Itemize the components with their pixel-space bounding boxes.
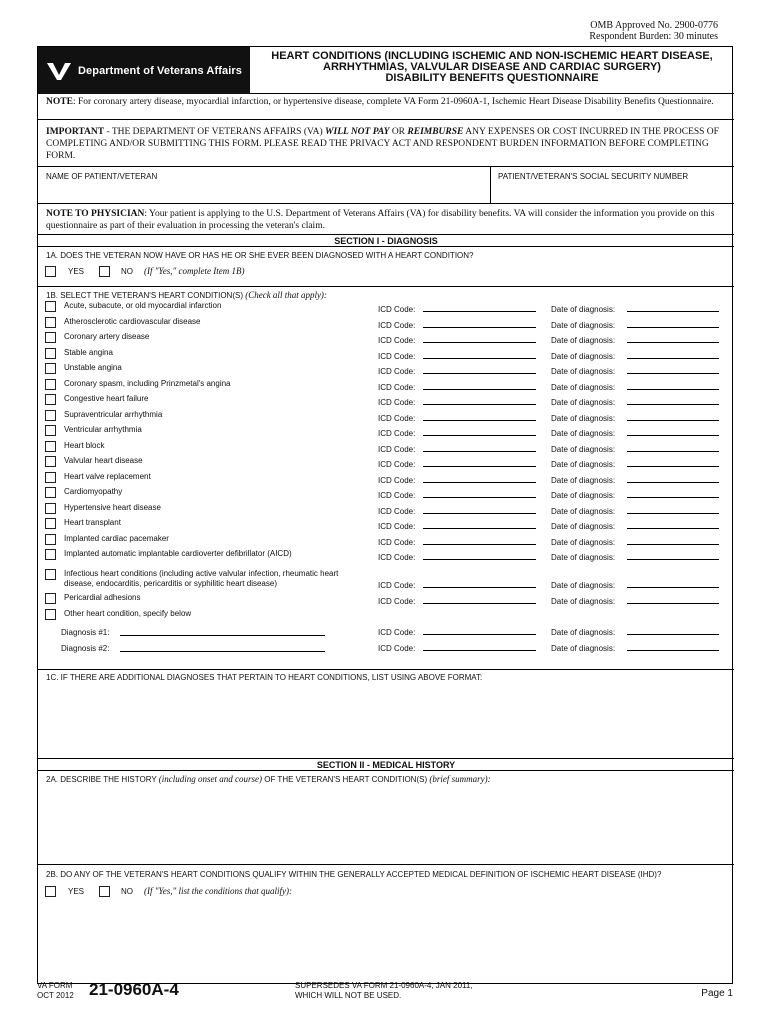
icd-field[interactable] <box>423 528 536 529</box>
icd-field[interactable] <box>423 404 536 405</box>
condition-checkbox[interactable] <box>45 379 56 390</box>
condition-label: Heart transplant <box>64 518 121 527</box>
icd-field[interactable] <box>423 358 536 359</box>
icd-field[interactable] <box>423 650 536 651</box>
diagnosis-1-field[interactable] <box>120 635 325 636</box>
condition-checkbox[interactable] <box>45 348 56 359</box>
icd-label: ICD Code: <box>378 475 416 485</box>
condition-checkbox[interactable] <box>45 534 56 545</box>
icd-field[interactable] <box>423 513 536 514</box>
condition-checkbox[interactable] <box>45 410 56 421</box>
condition-label: Heart block <box>64 440 105 450</box>
icd-field[interactable] <box>423 311 536 312</box>
condition-label: Valvular heart disease <box>64 456 143 465</box>
condition-label: Supraventricular arrhythmia <box>64 409 163 419</box>
date-label: Date of diagnosis: <box>551 429 616 438</box>
date-label: Date of diagnosis: <box>551 444 616 454</box>
q2a-field[interactable] <box>46 787 726 862</box>
icd-label: ICD Code: <box>378 367 416 376</box>
date-label: Date of diagnosis: <box>551 460 616 469</box>
diagnosis-1-label: Diagnosis #1: <box>61 628 110 637</box>
date-field[interactable] <box>627 587 719 588</box>
icd-label: ICD Code: <box>378 382 416 392</box>
ssn-label: PATIENT/VETERAN'S SOCIAL SECURITY NUMBER <box>498 172 689 181</box>
icd-label: ICD Code: <box>378 413 416 423</box>
form-header <box>38 47 734 94</box>
q1c-row <box>38 670 734 759</box>
condition-label: Coronary spasm, including Prinzmetal's angina <box>64 378 231 388</box>
footer-page-number: Page 1 <box>701 988 733 999</box>
condition-checkbox[interactable] <box>45 503 56 514</box>
icd-field[interactable] <box>423 389 536 390</box>
icd-label: ICD Code: <box>378 491 416 500</box>
date-field[interactable] <box>627 342 719 343</box>
q1a-row <box>38 247 734 287</box>
icd-label: ICD Code: <box>378 444 416 454</box>
icd-field[interactable] <box>423 466 536 467</box>
q1a-yes-label: YES <box>68 267 85 276</box>
icd-field[interactable] <box>423 559 536 560</box>
icd-label: ICD Code: <box>378 336 416 345</box>
date-field[interactable] <box>627 528 719 529</box>
date-label: Date of diagnosis: <box>551 506 616 516</box>
va-seal-icon <box>46 61 72 81</box>
date-field[interactable] <box>627 513 719 514</box>
icd-label: ICD Code: <box>378 351 416 361</box>
condition-label: Unstable angina <box>64 363 122 372</box>
condition-label: Stable angina <box>64 347 113 357</box>
condition-checkbox-infectious[interactable] <box>45 569 56 580</box>
icd-label: ICD Code: <box>378 320 416 330</box>
condition-checkbox[interactable] <box>45 425 56 436</box>
icd-field[interactable] <box>423 544 536 545</box>
q2b-no-label: NO <box>121 887 133 896</box>
important-row: IMPORTANT - THE DEPARTMENT OF VETERANS AFFAIRS (VA) WILL NOT PAY OR REIMBURSE ANY EXPENSES OR COST INCURRED IN THE PROCESS OF COMPLETING AND/OR SUBMITTING THIS FORM. PLEASE READ THE PRIVACY ACT AND RESPONDENT BURDEN INFORMATION BEFORE COMPLETING FORM. <box>38 120 734 167</box>
q1a-text: 1A. DOES THE VETERAN NOW HAVE OR HAS HE OR SHE EVER BEEN DIAGNOSED WITH A HEART CONDITION? <box>46 251 474 260</box>
condition-label: Implanted automatic implantable cardioverter defibrillator (AICD) <box>64 549 292 558</box>
note-label: NOTE <box>46 97 73 107</box>
date-field[interactable] <box>627 544 719 545</box>
q2b-text: 2B. DO ANY OF THE VETERAN'S HEART CONDITIONS QUALIFY WITHIN THE GENERALLY ACCEPTED MEDICAL DEFINITION OF ISCHEMIC HEART DISEASE (IHD)? <box>46 870 662 879</box>
date-label: Date of diagnosis: <box>551 537 616 547</box>
date-label: Date of diagnosis: <box>551 553 616 562</box>
condition-label-other: Other heart condition, specify below <box>64 609 192 618</box>
icd-label: ICD Code: <box>378 506 416 516</box>
icd-label: ICD Code: <box>378 429 416 438</box>
icd-label: ICD Code: <box>378 597 416 606</box>
icd-label: ICD Code: <box>378 628 416 637</box>
icd-field[interactable] <box>423 327 536 328</box>
note-text: : For coronary artery disease, myocardial infarction, or hypertensive disease, complete VA Form 21-0960A-1, Ischemic Heart Disease Disability Benefits Questionnaire. <box>72 97 714 107</box>
date-field[interactable] <box>627 373 719 374</box>
date-field[interactable] <box>627 650 719 651</box>
q1a-no-checkbox[interactable] <box>99 266 110 277</box>
physician-note-row <box>38 204 734 235</box>
date-label: Date of diagnosis: <box>551 597 616 606</box>
diagnosis-2-label: Diagnosis #2: <box>61 644 110 653</box>
date-label: Date of diagnosis: <box>551 581 616 590</box>
date-field[interactable] <box>627 389 719 390</box>
omb-number: OMB Approved No. 2900-0776 <box>590 20 718 31</box>
date-field[interactable] <box>627 404 719 405</box>
date-label: Date of diagnosis: <box>551 628 616 637</box>
footer-form-number: 21-0960A-4 <box>89 980 179 999</box>
condition-label: Congestive heart failure <box>64 394 149 403</box>
q1c-field[interactable] <box>46 686 726 756</box>
condition-checkbox[interactable] <box>45 301 56 312</box>
icd-field[interactable] <box>423 420 536 421</box>
icd-label: ICD Code: <box>378 581 416 590</box>
patient-name-label: NAME OF PATIENT/VETERAN <box>46 172 158 181</box>
condition-checkbox[interactable] <box>45 394 56 405</box>
condition-label-infectious: Infectious heart conditions (including active valvular infection, rheumatic heart disease, endocarditis, pericarditis or syphilitic heart disease) <box>64 569 339 588</box>
date-field[interactable] <box>627 466 719 467</box>
date-label: Date of diagnosis: <box>551 351 616 361</box>
date-label: Date of diagnosis: <box>551 644 616 653</box>
date-field[interactable] <box>627 559 719 560</box>
date-label: Date of diagnosis: <box>551 398 616 407</box>
note-row <box>38 94 734 120</box>
condition-label-pericardial: Pericardial adhesions <box>64 593 141 602</box>
department-name: Department of Veterans Affairs <box>78 64 242 77</box>
date-label: Date of diagnosis: <box>551 367 616 376</box>
q2a-row <box>38 771 734 865</box>
condition-label: Cardiomyopathy <box>64 487 123 496</box>
date-label: Date of diagnosis: <box>551 475 616 485</box>
form-footer <box>37 978 733 1008</box>
date-label: Date of diagnosis: <box>551 491 616 500</box>
condition-checkbox[interactable] <box>45 317 56 328</box>
condition-checkbox[interactable] <box>45 363 56 374</box>
diagnosis-2-field[interactable] <box>120 651 325 652</box>
condition-checkbox[interactable] <box>45 472 56 483</box>
q2b-block <box>38 865 734 983</box>
condition-label: Ventricular arrhythmia <box>64 425 142 434</box>
q1a-yes-checkbox[interactable] <box>45 266 56 277</box>
icd-label: ICD Code: <box>378 537 416 547</box>
date-field[interactable] <box>627 634 719 635</box>
condition-checkbox[interactable] <box>45 549 56 560</box>
patient-name-field[interactable] <box>46 183 486 201</box>
icd-label: ICD Code: <box>378 460 416 469</box>
physician-note-text: : Your patient is applying to the U.S. Department of Veterans Affairs (VA) for disability benefits. VA will consider the information you provide on this questionnaire as part of their evaluation in processing the veteran's claim. <box>46 209 715 231</box>
q1b-text: 1B. SELECT THE VETERAN'S HEART CONDITION(S) (Check all that apply): <box>46 290 327 300</box>
date-label: Date of diagnosis: <box>551 336 616 345</box>
icd-label: ICD Code: <box>378 553 416 562</box>
date-field[interactable] <box>627 420 719 421</box>
condition-label: Coronary artery disease <box>64 332 150 341</box>
q1b-block <box>38 287 734 670</box>
ssn-field[interactable] <box>498 183 728 201</box>
condition-label: Heart valve replacement <box>64 471 151 481</box>
q1a-no-label: NO <box>121 267 133 276</box>
condition-label: Implanted cardiac pacemaker <box>64 533 169 543</box>
divider <box>490 167 491 204</box>
condition-checkbox-pericardial[interactable] <box>45 593 56 604</box>
icd-field[interactable] <box>423 603 536 604</box>
footer-form-meta: VA FORM OCT 2012 <box>37 981 74 1000</box>
date-label: Date of diagnosis: <box>551 305 616 314</box>
q2b-no-checkbox[interactable] <box>99 886 110 897</box>
condition-checkbox[interactable] <box>45 487 56 498</box>
icd-field[interactable] <box>423 435 536 436</box>
date-field[interactable] <box>627 482 719 483</box>
icd-label: ICD Code: <box>378 398 416 407</box>
q1c-text: 1C. IF THERE ARE ADDITIONAL DIAGNOSES THAT PERTAIN TO HEART CONDITIONS, LIST USING ABOVE FORMAT: <box>46 673 483 682</box>
q2b-yes-label: YES <box>68 887 85 896</box>
icd-field[interactable] <box>423 342 536 343</box>
date-field[interactable] <box>627 451 719 452</box>
icd-field[interactable] <box>423 482 536 483</box>
respondent-burden: Respondent Burden: 30 minutes <box>589 31 718 42</box>
section-1-title: SECTION I - DIAGNOSIS <box>38 235 734 247</box>
icd-label: ICD Code: <box>378 522 416 531</box>
condition-label: Atherosclerotic cardiovascular disease <box>64 316 201 326</box>
physician-note-label: NOTE TO PHYSICIAN <box>46 209 145 219</box>
va-logo <box>38 47 250 94</box>
icd-field[interactable] <box>423 497 536 498</box>
q2b-field[interactable] <box>46 903 726 979</box>
condition-checkbox[interactable] <box>45 332 56 343</box>
date-field[interactable] <box>627 327 719 328</box>
icd-field[interactable] <box>423 587 536 588</box>
q2b-yes-checkbox[interactable] <box>45 886 56 897</box>
date-field[interactable] <box>627 603 719 604</box>
icd-field[interactable] <box>423 373 536 374</box>
q2a-text: 2A. DESCRIBE THE HISTORY (including onset and course) OF THE VETERAN'S HEART CONDITION(S) (brief summary): <box>46 774 491 784</box>
icd-field[interactable] <box>423 634 536 635</box>
form-title: HEART CONDITIONS (INCLUDING ISCHEMIC AND NON-ISCHEMIC HEART DISEASE, ARRHYTHMIAS, VALVULAR DISEASE AND CARDIAC SURGERY) DISABILITY BENEFITS QUESTIONNAIRE <box>271 50 713 84</box>
omb-block <box>589 20 718 42</box>
icd-field[interactable] <box>423 451 536 452</box>
date-field[interactable] <box>627 435 719 436</box>
condition-checkbox[interactable] <box>45 518 56 529</box>
form <box>37 46 733 984</box>
footer-supersedes: SUPERSEDES VA FORM 21-0960A-4, JAN 2011, WHICH WILL NOT BE USED. <box>295 981 473 1000</box>
condition-label: Acute, subacute, or old myocardial infarction <box>64 301 222 310</box>
date-label: Date of diagnosis: <box>551 382 616 392</box>
important-label: IMPORTANT <box>46 127 105 137</box>
section-2-title: SECTION II - MEDICAL HISTORY <box>38 759 734 771</box>
date-field[interactable] <box>627 311 719 312</box>
condition-label: Hypertensive heart disease <box>64 502 161 512</box>
date-label: Date of diagnosis: <box>551 522 616 531</box>
date-field[interactable] <box>627 497 719 498</box>
date-label: Date of diagnosis: <box>551 413 616 423</box>
q2b-hint: (If "Yes," list the conditions that qualify): <box>144 886 292 896</box>
condition-checkbox-other[interactable] <box>45 609 56 620</box>
icd-label: ICD Code: <box>378 305 416 314</box>
date-field[interactable] <box>627 358 719 359</box>
q1a-hint: (If "Yes," complete Item 1B) <box>144 266 245 276</box>
icd-label: ICD Code: <box>378 644 416 653</box>
patient-row <box>38 167 734 204</box>
date-label: Date of diagnosis: <box>551 320 616 330</box>
condition-checkbox[interactable] <box>45 441 56 452</box>
condition-checkbox[interactable] <box>45 456 56 467</box>
